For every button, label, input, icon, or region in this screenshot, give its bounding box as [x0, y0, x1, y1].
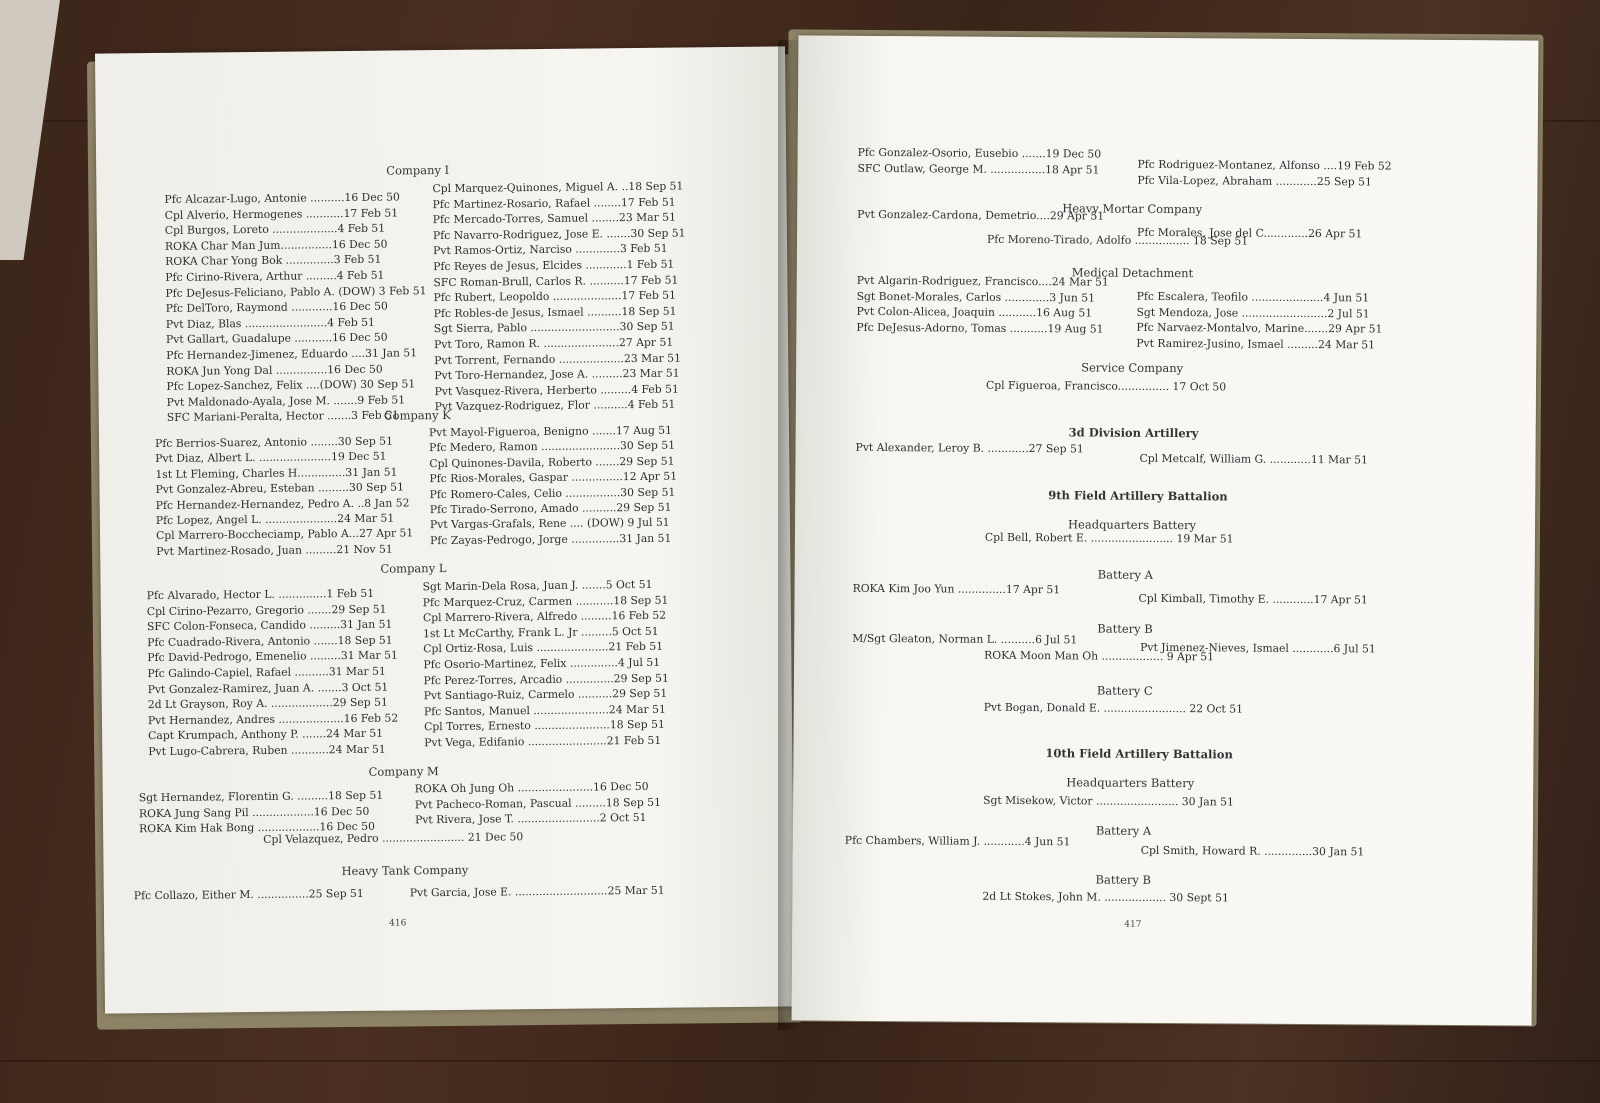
wall-corner — [0, 0, 60, 260]
md1-entry: Pfc DeJesus-Adorno, Tomas ...........19 Aug 51 — [856, 320, 1104, 336]
fab9-hq-entry: Cpl Bell, Robert E. ........................ 19 Mar 51 — [984, 530, 1234, 546]
cl2-entry: Pvt Vega, Edifanio .......................21 Feb 51 — [424, 733, 662, 750]
fab10-battery-b-entry: 2d Lt Stokes, John M. .................. 30 Sept 51 — [982, 889, 1229, 905]
service-entry: Cpl Figueroa, Francisco............... 17 Oct 50 — [985, 378, 1227, 394]
md1-entry: Sgt Bonet-Morales, Carlos .............3 Jun 51 — [856, 289, 1096, 305]
rt1-entry: Pfc Gonzalez-Osorio, Eusebio .......19 Dec 50 — [857, 145, 1102, 161]
cm2-entry: ROKA Oh Jung Oh ......................16 Dec 50 — [414, 779, 649, 796]
cl2-entry: Pfc Osorio-Martinez, Felix ..............4 Jul 51 — [423, 655, 661, 672]
md2-entry: Pfc Narvaez-Montalvo, Marine.......29 Apr 51 — [1136, 320, 1383, 336]
cl2-entry: Pfc Perez-Torres, Arcadio ..............29 Sep 51 — [423, 671, 669, 687]
ci2-entry: Pvt Ramos-Ortiz, Narciso .............3 Feb 51 — [433, 242, 668, 258]
ck1-entry: 1st Lt Fleming, Charles H..............31 Jan 51 — [155, 465, 398, 481]
ck2-entry: Pvt Mayol-Figueroa, Benigno .......17 Aug 51 — [428, 423, 673, 440]
fab10-battery-b-heading: Battery B — [1095, 872, 1152, 887]
ci1-entry: Pfc Cirino-Rivera, Arthur .........4 Feb 51 — [165, 268, 385, 284]
ck2-entry: Pfc Zayas-Pedrogo, Jorge ..............31 Jan 51 — [430, 531, 672, 547]
fab9-hq-heading: Headquarters Battery — [1067, 517, 1197, 533]
cl2-entry: 1st Lt McCarthy, Frank L. Jr .........5 Oct 51 — [423, 624, 659, 641]
cm2-entry: Pvt Pacheco-Roman, Pascual .........18 Sep 51 — [414, 795, 662, 811]
ci1-entry: Pvt Diaz, Blas ........................4 Feb 51 — [165, 315, 375, 331]
medical-heading: Medical Detachment — [1071, 265, 1194, 281]
ci2-entry: Sgt Sierra, Pablo ..........................30 Sep 51 — [433, 319, 675, 336]
fab10-heading: 10th Field Artillery Battalion — [1045, 746, 1233, 762]
ck2-entry: Pfc Rios-Morales, Gaspar ...............12 Apr 51 — [429, 469, 678, 486]
fab9-battery-c-entry: Pvt Bogan, Donald E. ........................ 22 Oct 51 — [983, 700, 1244, 716]
cl2-entry: Pfc Marquez-Cruz, Carmen ...........18 Sep 51 — [422, 593, 669, 609]
cl2-entry: Pvt Santiago-Ruiz, Carmelo ..........29 Sep 51 — [423, 686, 668, 703]
ci2-entry: Pfc Martinez-Rosario, Rafael ........17 Feb 51 — [432, 195, 676, 211]
md1-entry: Pvt Colon-Alicea, Joaquin ...........16 Aug 51 — [856, 304, 1093, 320]
ck2-entry: Cpl Quinones-Davila, Roberto .......29 Sep 51 — [429, 454, 675, 470]
heavy-mortar-center-entry: Pfc Moreno-Tirado, Adolfo ................ 18 Sep 51 — [986, 232, 1249, 248]
cm1-entry: Sgt Hernandez, Florentin G. .........18 Sep 51 — [138, 788, 384, 805]
company-m-center-entry: Cpl Velazquez, Pedro ........................ 21 Dec 50 — [263, 830, 524, 846]
ci2-entry: Pvt Vazquez-Rodriguez, Flor ..........4 Feb 51 — [434, 397, 676, 414]
div-arty-entry-1: Pvt Alexander, Leroy B. ............27 Sep 51 — [855, 440, 1084, 456]
ci1-entry: Pfc Hernandez-Jimenez, Eduardo ....31 Jan 51 — [166, 346, 418, 362]
fab10-battery-a-entry-1: Pfc Chambers, William J. ............4 Jun 51 — [844, 833, 1071, 849]
cl1-entry: Capt Krumpach, Anthony P. .......24 Mar 51 — [148, 727, 384, 743]
ci1-entry: Pfc Lopez-Sanchez, Felix ....(DOW) 30 Sep 51 — [166, 377, 416, 394]
cl1-entry: Pvt Hernandez, Andres ...................16 Feb 52 — [147, 711, 399, 727]
div-arty-entry-2: Cpl Metcalf, William G. ............11 Mar 51 — [1139, 451, 1368, 467]
right-page — [792, 35, 1539, 1025]
cl1-entry: Pfc Galindo-Capiel, Rafael ..........31 Mar 51 — [147, 664, 386, 681]
company-l-heading: Company L — [380, 560, 447, 576]
cl2-entry: Sgt Marin-Dela Rosa, Juan J. .......5 Oct 51 — [422, 577, 653, 594]
ci1-entry: Pfc Alcazar-Lugo, Antonie ..........16 Dec 50 — [164, 190, 400, 206]
md1-entry: Pvt Algarin-Rodriguez, Francisco....24 Mar 51 — [856, 273, 1109, 289]
fab9-battery-a-entry-1: ROKA Kim Joo Yun ..............17 Apr 51 — [852, 581, 1061, 597]
heavy-tank-entry-2: Pvt Garcia, Jose E. ...........................25 Mar 51 — [409, 883, 665, 900]
md2-entry: Pvt Ramirez-Jusino, Ismael .........24 Mar 51 — [1136, 336, 1376, 351]
ci1-entry: SFC Mariani-Peralta, Hector .......3 Feb 51 — [166, 408, 399, 425]
ck2-entry: Pfc Tirado-Serrono, Amado ..........29 Sep 51 — [429, 500, 672, 517]
fab9-battery-b-heading: Battery B — [1097, 621, 1153, 636]
ci1-entry: Pfc DelToro, Raymond ............16 Dec 50 — [165, 299, 388, 316]
company-m-heading: Company M — [368, 764, 439, 779]
ci2-entry: Pfc Robles-de Jesus, Ismael ..........18 Sep 51 — [433, 304, 677, 320]
fab9-battery-b-entry-1: M/Sgt Gleaton, Norman L. ..........6 Jul 51 — [852, 631, 1078, 647]
ck1-entry: Pfc Berrios-Suarez, Antonio ........30 Sep 51 — [155, 434, 393, 451]
page-number-417: 417 — [1124, 919, 1142, 930]
ci2-entry: Pvt Toro, Ramon R. ......................27 Apr 51 — [433, 335, 674, 352]
ci2-entry: SFC Roman-Brull, Carlos R. ..........17 Feb 51 — [433, 273, 679, 289]
cl1-entry: Pfc Cuadrado-Rivera, Antonio .......18 Sep 51 — [147, 633, 393, 649]
heavy-mortar-entry-2: Pfc Morales, Jose del C.............26 Apr 51 — [1137, 225, 1363, 241]
heavy-tank-heading: Heavy Tank Company — [341, 862, 469, 879]
ci2-entry: Pfc Rubert, Leopoldo ....................17 Feb 51 — [433, 288, 677, 305]
fab10-battery-a-heading: Battery A — [1095, 823, 1152, 838]
fab10-hq-entry: Sgt Misekow, Victor ........................ 30 Jan 51 — [983, 793, 1234, 809]
ci1-entry: ROKA Char Yong Bok ..............3 Feb 51 — [165, 253, 382, 269]
ci2-entry: Pvt Toro-Hernandez, Jose A. .........23 Mar 51 — [434, 366, 680, 383]
ci1-entry: ROKA Char Man Jum...............16 Dec 50 — [164, 237, 388, 253]
fab10-hq-heading: Headquarters Battery — [1066, 775, 1195, 791]
company-i-heading: Company I — [386, 162, 450, 178]
ci2-entry: Pvt Torrent, Fernando ...................23 Mar 51 — [434, 351, 681, 367]
md2-entry: Sgt Mendoza, Jose .........................2 Jul 51 — [1136, 305, 1370, 320]
ci1-entry: Pfc DeJesus-Feliciano, Pablo A. (DOW) 3 Feb 51 — [165, 283, 427, 300]
ci1-entry: Cpl Burgos, Loreto ...................4 Feb 51 — [164, 221, 386, 238]
ci1-entry: Pvt Maldonado-Ayala, Jose M. .......9 Feb 51 — [166, 393, 406, 409]
left-page — [95, 46, 795, 1013]
heavy-tank-entry-1: Pfc Collazo, Either M. ...............25 Sep 51 — [133, 886, 364, 903]
cm2-entry: Pvt Rivera, Jose T. ........................2 Oct 51 — [414, 810, 647, 827]
heavy-mortar-heading: Heavy Mortar Company — [1062, 201, 1203, 217]
fab9-battery-b-center-entry: ROKA Moon Man Oh .................. 9 Apr 51 — [984, 648, 1215, 664]
page-number-416: 416 — [389, 918, 407, 929]
cl1-entry: SFC Colon-Fonseca, Candido .........31 Jan 51 — [146, 617, 393, 634]
ck1-entry: Cpl Marrero-Boccheciamp, Pablo A...27 Apr 51 — [155, 526, 414, 543]
rt1-entry: SFC Outlaw, George M. ................18 Apr 51 — [857, 161, 1100, 177]
ci2-entry: Pvt Vasquez-Rivera, Herberto .........4 Feb 51 — [434, 382, 679, 398]
rt2-entry: Pfc Rodriguez-Montanez, Alfonso ....19 Feb 52 — [1137, 157, 1392, 173]
ci2-entry: Pfc Navarro-Rodriguez, Jose E. .......30 Sep 51 — [432, 226, 686, 242]
ci1-entry: Pvt Gallart, Guadalupe ...........16 Dec 50 — [165, 330, 388, 347]
cl2-entry: Cpl Marrero-Rivera, Alfredo .........16 Feb 52 — [422, 608, 667, 625]
md2-entry: Pfc Escalera, Teofilo .....................4 Jun 51 — [1136, 289, 1370, 305]
cl1-entry: Cpl Cirino-Pezarro, Gregorio .......29 Sep 51 — [146, 602, 387, 618]
fab10-battery-a-entry-2: Cpl Smith, Howard R. ..............30 Jan 51 — [1140, 843, 1365, 859]
rt2-entry: Pfc Vila-Lopez, Abraham ............25 Sep 51 — [1137, 173, 1372, 188]
service-heading: Service Company — [1081, 360, 1184, 376]
cl1-entry: 2d Lt Grayson, Roy A. ..................29 Sep 51 — [147, 695, 388, 712]
ck1-entry: Pfc Hernandez-Hernandez, Pedro A. ..8 Jan 52 — [155, 495, 410, 512]
fab9-battery-a-entry-2: Cpl Kimball, Timothy E. ............17 Apr 51 — [1138, 591, 1368, 607]
cl1-entry: Pvt Gonzalez-Ramirez, Juan A. .......3 Oct 51 — [147, 680, 389, 696]
cl1-entry: Pfc David-Pedrogo, Emenelio .........31 Mar 51 — [147, 648, 398, 665]
ci1-entry: Cpl Alverio, Hermogenes ...........17 Feb 51 — [164, 206, 399, 222]
ck2-entry: Pfc Medero, Ramon .......................30 Sep 51 — [429, 438, 676, 455]
cl2-entry: Pfc Santos, Manuel ......................24 Mar 51 — [423, 702, 666, 719]
ck1-entry: Pfc Lopez, Angel L. .....................24 Mar 51 — [155, 511, 395, 528]
ck1-entry: Pvt Diaz, Albert L. .....................19 Dec 51 — [155, 449, 387, 466]
fab9-battery-b-entry-2: Pvt Jimenez-Nieves, Ismael ............6 Jul 51 — [1140, 640, 1376, 656]
fab9-battery-c-heading: Battery C — [1096, 683, 1153, 698]
ck1-entry: Pvt Martinez-Rosado, Juan .........21 Nov 51 — [156, 542, 393, 558]
fab9-battery-a-heading: Battery A — [1097, 567, 1154, 582]
heavy-mortar-entry-1: Pvt Gonzalez-Cardona, Demetrio....29 Apr 51 — [857, 207, 1105, 223]
div-arty-heading: 3d Division Artillery — [1068, 425, 1199, 441]
ck2-entry: Pvt Vargas-Grafals, Rene .... (DOW) 9 Jul 51 — [429, 516, 670, 532]
cl1-entry: Pvt Lugo-Cabrera, Ruben ...........24 Mar 51 — [148, 742, 386, 759]
cl1-entry: Pfc Alvarado, Hector L. ..............1 Feb 51 — [146, 586, 375, 603]
ck2-entry: Pfc Romero-Cales, Celio ................30 Sep 51 — [429, 485, 676, 501]
cm1-entry: ROKA Jung Sang Pil ..................16 Dec 50 — [138, 804, 370, 820]
cm1-entry: ROKA Kim Hak Bong ..................16 Dec 50 — [139, 819, 375, 836]
ci2-entry: Pfc Mercado-Torres, Samuel ........23 Mar 51 — [432, 210, 677, 227]
ci2-entry: Pfc Reyes de Jesus, Elcides ............1 Feb 51 — [433, 257, 675, 274]
fab9-heading: 9th Field Artillery Battalion — [1048, 488, 1228, 504]
ci1-entry: ROKA Jun Yong Dal ...............16 Dec 50 — [166, 362, 383, 378]
company-k-heading: Company K — [383, 407, 451, 423]
cl2-entry: Cpl Torres, Ernesto ......................18 Sep 51 — [423, 718, 665, 734]
ci2-entry: Cpl Marquez-Quinones, Miguel A. ..18 Sep 51 — [432, 179, 684, 196]
cl2-entry: Cpl Ortiz-Rosa, Luis .....................21 Feb 51 — [423, 640, 664, 656]
ck1-entry: Pvt Gonzalez-Abreu, Esteban .........30 Sep 51 — [155, 480, 405, 497]
